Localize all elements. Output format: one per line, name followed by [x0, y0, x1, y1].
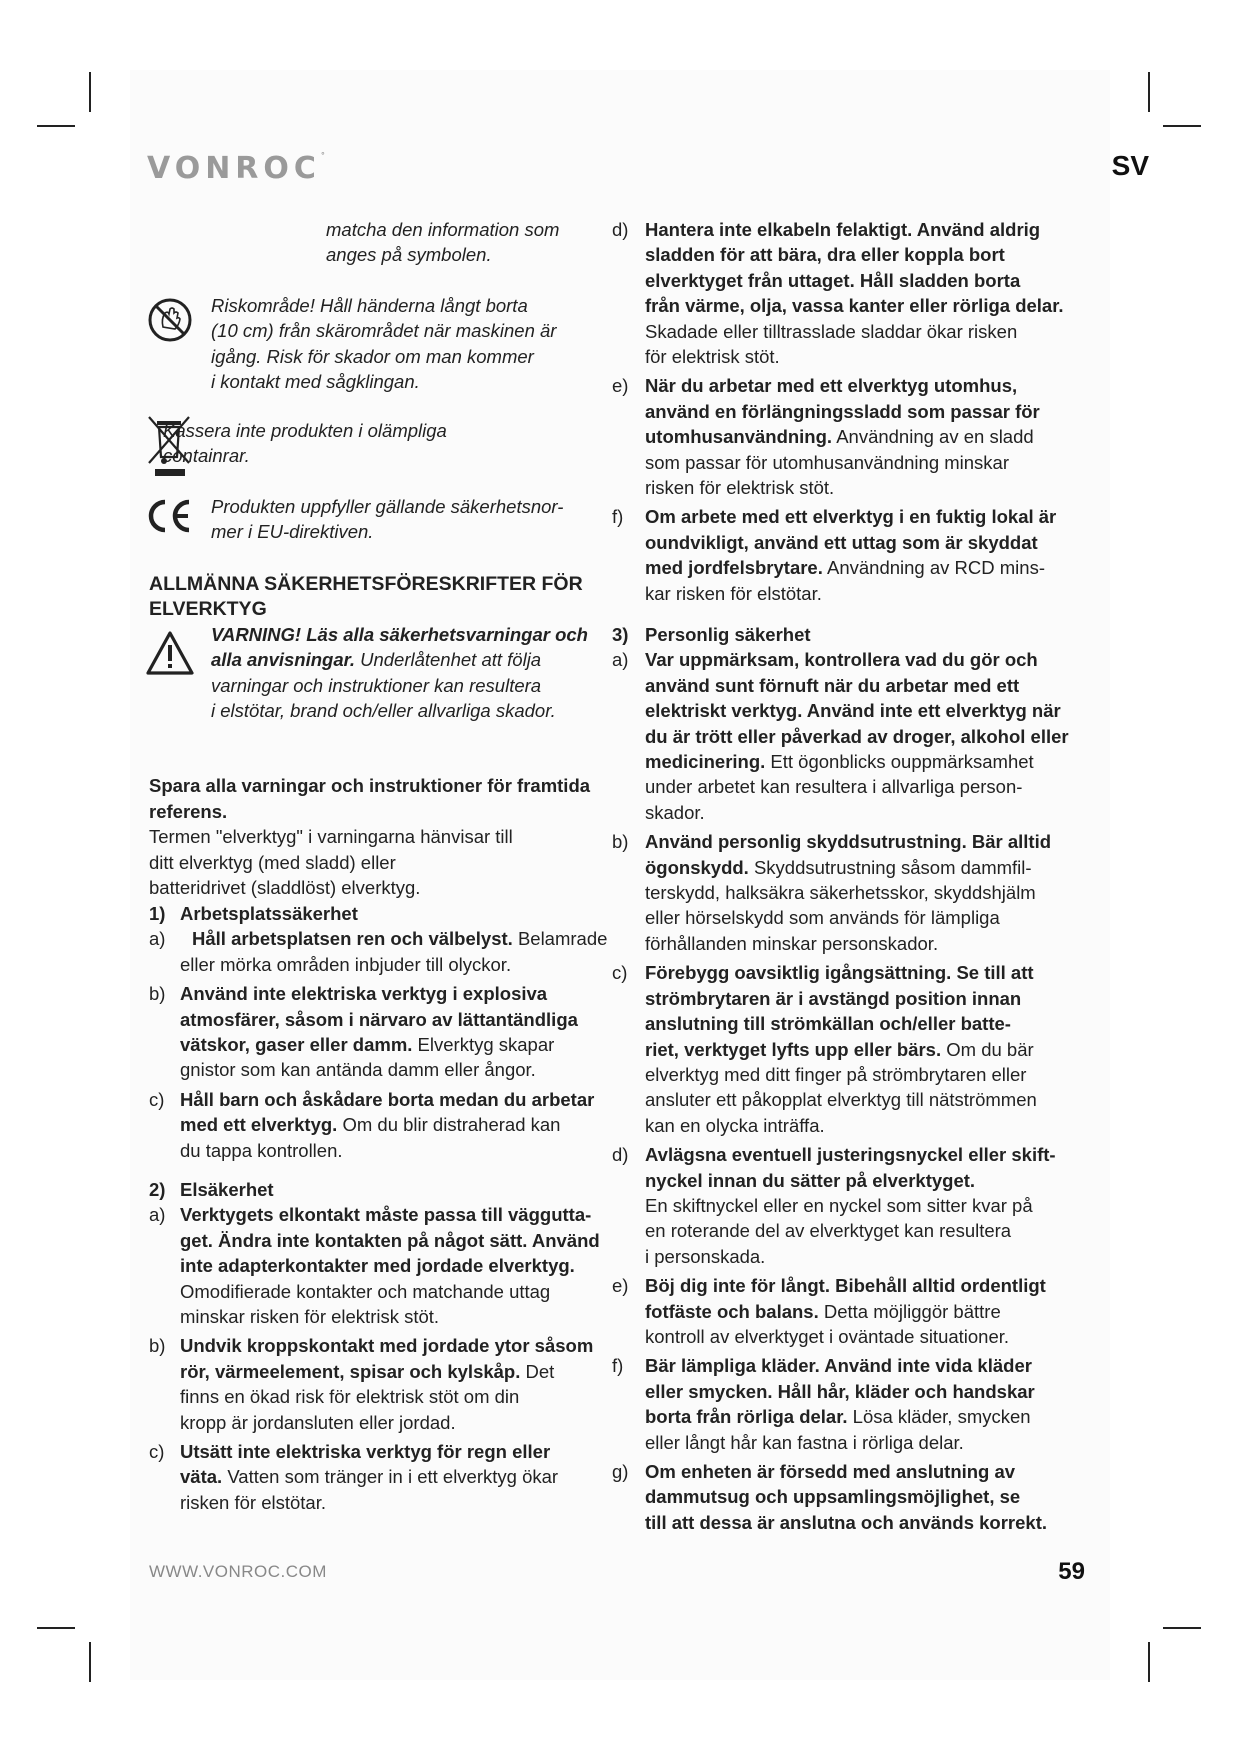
footer-url: WWW.VONROC.COM: [149, 1562, 327, 1581]
symbol-ce-text: Produkten uppfyller gällande säkerhetsnor- mer i EU-direktiven.: [211, 496, 564, 543]
ce-mark-icon: [145, 498, 195, 534]
section-heading: 3) Personlig säkerhet: [612, 624, 811, 645]
general-safety-heading: ALLMÄNNA SÄKERHETSFÖRESKRIFTER FÖR ELVERKTYG: [149, 573, 583, 620]
section-2: [149, 1177, 619, 1519]
list-item: f) Bär lämpliga kläder. Använd inte vida kläder eller smycken. Håll hår, kläder och handskar borta från rörliga delar. Lösa kläder, smycken eller långt hår kan fastna i rörliga delar.: [612, 1355, 1035, 1453]
list-item: a) Var uppmärksam, kontrollera vad du gör och använd sunt förnuft när du arbetar med ett elektriskt verktyg. Använd inte ett elverktyg när du är trött eller påverkad av droger, alkohol eller medicinering. Ett ögonblicks ouppmärksamhet under arbetet kan resultera i allvarliga person- skador.: [612, 649, 1069, 823]
crop-mark: [1163, 125, 1201, 127]
list-item: a) Håll arbetsplatsen ren och välbelyst. Belamrade eller mörka områden inbjuder till olyckor.: [149, 928, 608, 975]
list-item: c) Utsätt inte elektriska verktyg för regn eller väta. Vatten som tränger in i ett elverktyg ökar risken för elstötar.: [149, 1441, 559, 1513]
section-heading: 1) Arbetsplatssäkerhet: [149, 903, 358, 924]
list-item: e) Böj dig inte för långt. Bibehåll alltid ordentligt fotfäste och balans. Detta möjliggör bättre kontroll av elverktyget i oväntade situationer.: [612, 1275, 1046, 1347]
crop-mark: [1163, 1627, 1201, 1629]
section-3: [612, 622, 1082, 1539]
crop-mark: [1148, 72, 1150, 112]
crop-mark: [89, 1642, 91, 1682]
crop-mark: [89, 72, 91, 112]
list-item: b) Använd inte elektriska verktyg i explosiva atmosfärer, såsom i närvaro av lättantändliga vätskor, gaser eller damm. Elverktyg skapar gnistor som kan antända damm eller ångor.: [149, 983, 578, 1081]
section-2-continued: [612, 217, 1082, 610]
list-item: b) Undvik kroppskontakt med jordade ytor såsom rör, värmeelement, spisar och kylskåp. Det finns en ökad risk för elektrisk stöt om din kropp är jordansluten eller jordad.: [149, 1335, 594, 1433]
list-item: g) Om enheten är försedd med anslutning av dammutsug och uppsamlingsmöjlighet, se till att dessa är anslutna och används korrekt.: [612, 1461, 1047, 1533]
crop-mark: [37, 1627, 75, 1629]
brand-logo: VONROC°: [147, 151, 325, 186]
symbol-risk-area: Riskområde! Håll händerna långt borta (10 cm) från skärområdet när maskinen är igång. Risk för skador om man kommer i kontakt med sågklingan.: [211, 295, 557, 393]
list-item: f) Om arbete med ett elverktyg i en fuktig lokal är oundvikligt, använd ett uttag som är skyddat med jordfelsbrytare. Användning av RCD mins- kar risken för elstötar.: [612, 506, 1057, 604]
section-1: [149, 901, 619, 1167]
language-code: SV: [1111, 150, 1149, 181]
list-item: c) Förebygg oavsiktlig igångsättning. Se till att strömbrytaren är i avstängd position innan anslutning till strömkällan och/eller batte- riet, verktyget lyfts upp eller bärs. Om du bär elverktyg med ditt finger på strömbrytaren eller ansluter ett påkopplat elverktyg till nätströmmen kan en olycka inträffa.: [612, 962, 1037, 1136]
list-item: a) Verktygets elkontakt måste passa till väggutta- get. Ändra inte kontakten på något sätt. Använd inte adapterkontakter med jordade elverktyg. Omodifierade kontakter och matchande uttag minskar risken för elektrisk stöt.: [149, 1204, 600, 1328]
symbol-match-info: matcha den information som anges på symbolen.: [326, 219, 560, 266]
hand-warning-icon: [147, 297, 193, 343]
page-number: 59: [1058, 1558, 1085, 1585]
list-item: b) Använd personlig skyddsutrustning. Bär alltid ögonskydd. Skyddsutrustning såsom dammfil- terskydd, halksäkra säkerhetsskor, skyddshjälm eller hörselskydd som används för lämpliga förhållanden minskar personskador.: [612, 831, 1052, 954]
warning-triangle-icon: [145, 630, 195, 676]
list-item: d) Avlägsna eventuell justeringsnyckel eller skift- nyckel innan du sätter på elverktyget. En skiftnyckel eller en nyckel som sitter kvar på en roterande del av elverktyget kan resultera i personskada.: [612, 1144, 1056, 1267]
crop-mark: [1148, 1642, 1150, 1682]
symbol-dispose: Kassera inte produkten i olämpliga containrar.: [163, 420, 447, 467]
section-heading: 2) Elsäkerhet: [149, 1179, 274, 1200]
crop-mark: [37, 125, 75, 127]
warning-text: VARNING! Läs alla säkerhetsvarningar och alla anvisningar. Underlåtenhet att följa varningar och instruktioner kan resultera i elstötar, brand och/eller allvarliga skador.: [211, 624, 588, 722]
list-item: e) När du arbetar med ett elverktyg utomhus, använd en förlängningssladd som passar för utomhusanvändning. Användning av en sladd som passar för utomhusanvändning minskar risken för elektrisk stöt.: [612, 375, 1040, 499]
list-item: d) Hantera inte elkabeln felaktigt. Använd aldrig sladden för att bära, dra eller koppla bort elverktyget från uttaget. Håll sladden borta från värme, olja, vassa kanter eller rörliga delar. Skadade eller tilltrasslade sladdar ökar risken för elektrisk stöt.: [612, 219, 1064, 368]
save-instructions: Spara alla varningar och instruktioner för framtida referens. Termen "elverktyg" i varningarna hänvisar till ditt elverktyg (med sladd) eller batteridrivet (sladdlöst) elverktyg.: [149, 775, 591, 899]
list-item: c) Håll barn och åskådare borta medan du arbetar med ett elverktyg. Om du blir distraherad kan du tappa kontrollen.: [149, 1088, 595, 1161]
